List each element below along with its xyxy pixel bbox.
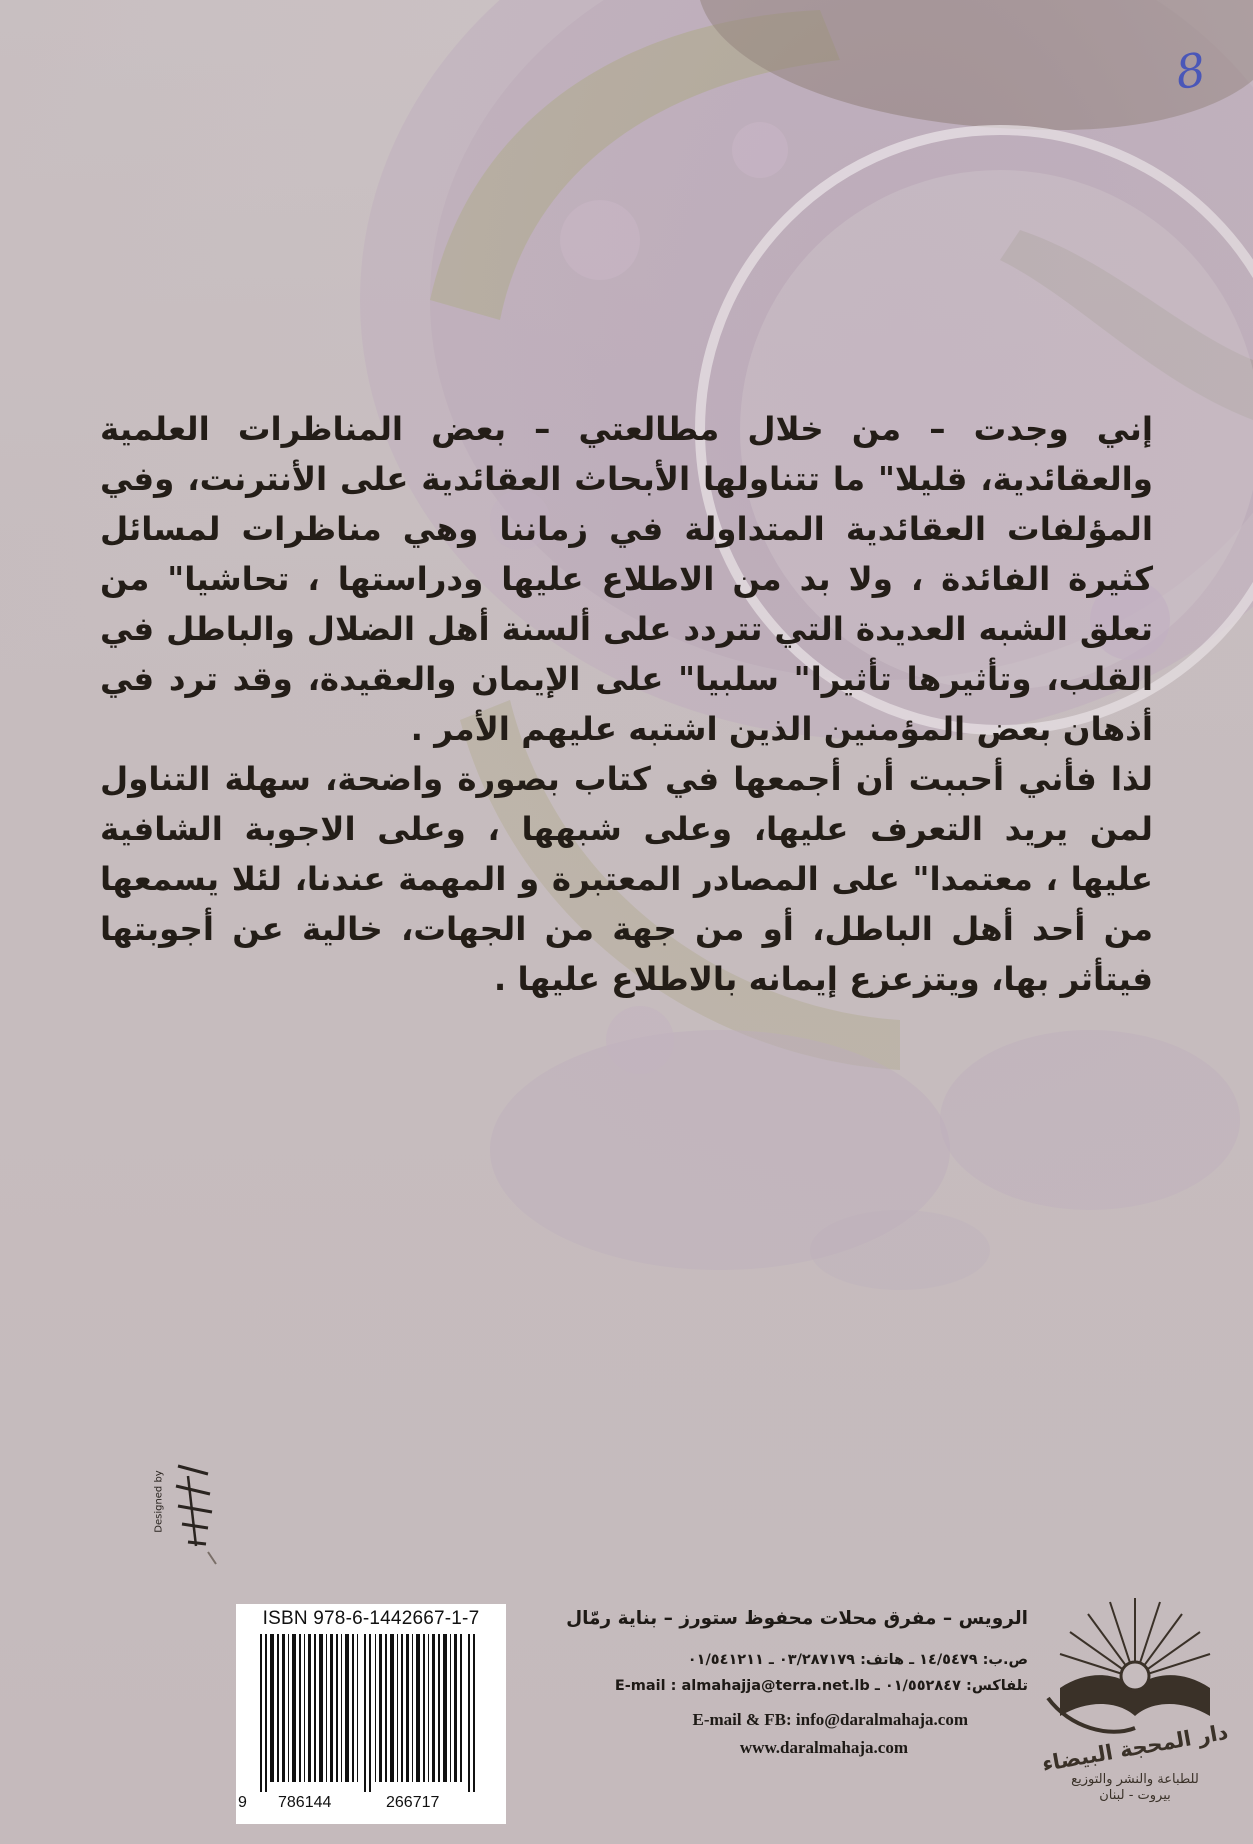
blurb-paragraph: لذا فأني أحببت أن أجمعها في كتاب بصورة واضحة، سهلة التناول لمن يريد التعرف عليها، وعلى شبهها ، وعلى الاجوبة الشافية عليها ، معتمدا" على المصادر المعتبرة و المهمة عندنا، لئلا يسمعها من أحد أهل الباطل، أو من جهة من الجهات، خالية عن أجوبتها فيتأثر بها، ويتزعزع إيمانه بالاطلاع عليها .	[100, 760, 1153, 998]
blurb-text	[100, 404, 1153, 1004]
publisher-pobox-phone: ص.ب: ١٤/٥٤٧٩ ـ هاتف: ٠٣/٢٨٧١٧٩ ـ ٠١/٥٤١٢١١	[687, 1652, 1028, 1668]
designer-label: Designed by	[153, 1470, 165, 1533]
isbn-digits-group-1: 786144	[278, 1794, 332, 1811]
blurb-paragraph: إني وجدت – من خلال مطالعتي – بعض المناظرات العلمية والعقائدية، قليلا" ما تتناولها الأبحاث العقائدية على الأنترنت، وفي المؤلفات العقائدية المتداولة في زماننا وهي مناظرات لمسائل كثيرة الفائدة ، ولا بد من الاطلاع عليها ودراستها ، تحاشيا" من تعلق الشبه العديدة التي تتردد على ألسنة أهل الضلال والباطل في القلب، وتأثيرها تأثيرا" سلبيا" على الإيمان والعقيدة، وقد ترد في أذهان بعض المؤمنين الذين اشتبه عليهم الأمر .	[100, 410, 1153, 748]
publisher-email-fb: E-mail & FB: info@daralmahaja.com	[692, 1710, 968, 1729]
publisher-logo-tagline	[1040, 1772, 1230, 1804]
publisher-address: الرويس – مفرق محلات محفوظ ستورز – بناية رمّال	[566, 1608, 1028, 1629]
publisher-tagline: للطباعة والنشر والتوزيع	[1071, 1772, 1199, 1787]
isbn-digits-group-2: 266717	[386, 1794, 440, 1811]
open-book-sunburst-icon	[1040, 1588, 1230, 1738]
publisher-location: بيروت - لبنان	[1099, 1788, 1171, 1803]
isbn-digit-lead: 9	[238, 1794, 247, 1811]
publisher-website: www.daralmahaja.com	[739, 1738, 908, 1757]
publisher-fax-email: تلفاكس: ٠١/٥٥٢٨٤٧ ـ E-mail : almahajja@terra.net.lb	[614, 1678, 1028, 1694]
isbn-barcode-box	[236, 1604, 506, 1824]
barcode-icon	[246, 1634, 496, 1792]
publisher-logo-name: دار المحجة البيضاء	[1040, 1719, 1230, 1777]
designer-credit	[148, 1456, 238, 1576]
handwritten-mark: 8	[1172, 42, 1209, 100]
publisher-logo	[1040, 1588, 1230, 1818]
isbn-number: ISBN 978-6-1442667-1-7	[262, 1608, 480, 1629]
